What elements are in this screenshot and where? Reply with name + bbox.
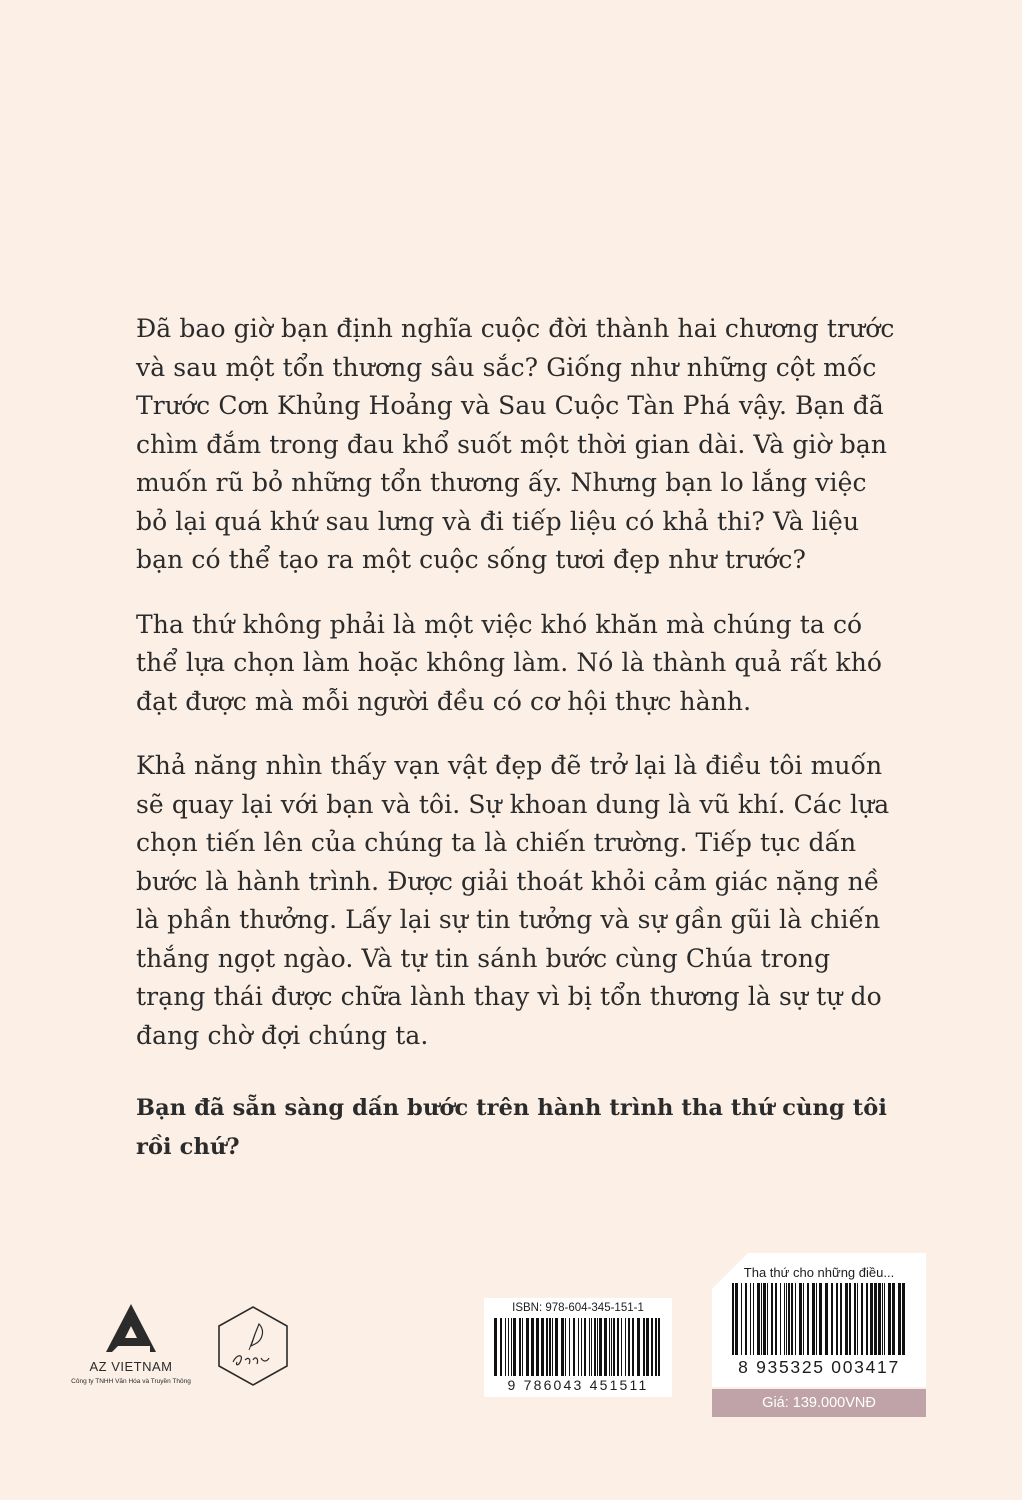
barcode-bar xyxy=(795,1283,796,1355)
barcode-bar xyxy=(788,1283,790,1355)
barcode-bar xyxy=(611,1318,612,1376)
barcode-bar xyxy=(845,1283,848,1355)
barcode-bar xyxy=(494,1318,497,1376)
price-tag: Giá: 139.000VNĐ xyxy=(712,1389,926,1417)
barcode-bar xyxy=(555,1318,558,1376)
barcode-bar xyxy=(508,1318,509,1376)
product-barcode-title: Tha thứ cho những điều... xyxy=(743,1265,895,1280)
barcode-bar xyxy=(505,1318,506,1376)
barcode-bar xyxy=(552,1318,553,1376)
barcode-bar xyxy=(609,1318,610,1376)
barcode-bar xyxy=(786,1283,787,1355)
az-vietnam-name: AZ VIETNAM xyxy=(89,1359,173,1374)
barcode-bar xyxy=(836,1283,838,1355)
barcode-bar xyxy=(902,1283,905,1355)
barcode-bar xyxy=(500,1318,502,1376)
barcode-bar xyxy=(819,1283,822,1355)
az-vietnam-subtitle: Công ty TNHH Văn Hóa và Truyền Thông xyxy=(71,1378,191,1385)
barcode-bar xyxy=(569,1318,570,1376)
barcode-bar xyxy=(621,1318,622,1376)
barcode-bar xyxy=(882,1283,883,1355)
barcode-bar xyxy=(741,1283,742,1355)
barcode-bar xyxy=(732,1283,734,1355)
barcode-bar xyxy=(513,1318,516,1376)
barcode-bar xyxy=(878,1283,881,1355)
barcode-bar xyxy=(522,1318,523,1376)
barcode-bar xyxy=(578,1318,579,1376)
isbn-label: ISBN: 978-604-345-151-1 xyxy=(512,1302,644,1314)
barcode-bar xyxy=(591,1318,592,1376)
barcode-bar xyxy=(597,1318,598,1376)
barcode-bar xyxy=(825,1283,828,1355)
barcode-bar xyxy=(857,1283,858,1355)
az-triangle-icon xyxy=(104,1302,158,1356)
isbn-digits: 9 786043 451511 xyxy=(507,1377,649,1393)
barcode-corner-cut xyxy=(712,1253,748,1289)
barcode-bar xyxy=(784,1283,785,1355)
product-barcode-bars xyxy=(732,1283,908,1355)
product-barcode-digits: 8 935325 003417 xyxy=(738,1357,900,1377)
barcode-bar xyxy=(840,1283,842,1355)
barcode-bar xyxy=(807,1283,809,1355)
barcode-bar xyxy=(763,1283,766,1355)
barcode-bar xyxy=(643,1318,645,1376)
barcode-bar xyxy=(651,1318,653,1376)
barcode-bar xyxy=(536,1318,539,1376)
barcode-bar xyxy=(646,1318,649,1376)
barcode-bar xyxy=(531,1318,534,1376)
barcode-bar xyxy=(780,1283,781,1355)
blurb-paragraph-3: Khả năng nhìn thấy vạn vật đẹp đẽ trở lại là điều tôi muốn sẽ quay lại với bạn và tôi. Sự khoan dung là vũ khí. Các lựa chọn tiến lên của chúng ta là chiến trường. Tiếp tục dấn bước là hành trình. Được giải thoát khỏi cảm giác nặng nề là phần thưởng. Lấy lại sự tin tưởng và sự gần gũi là chiến thắng ngọt ngào. Và tự tin sánh bước cùng Chúa trong trạng thái được chữa lành thay vì bị tổn thương là sự tự do đang chờ đợi chúng ta. xyxy=(136,751,890,1050)
barcode-bar xyxy=(625,1318,626,1376)
blurb-paragraph-1: Đã bao giờ bạn định nghĩa cuộc đời thành hai chương trước và sau một tổn thương sâu sắc? Giống như những cột mốc Trước Cơn Khủng Hoảng và Sau Cuộc Tàn Phá vậy. Bạn đã chìm đắm trong đau khổ suốt một thời gian dài. Và giờ bạn muốn rũ bỏ những tổn thương ấy. Nhưng bạn lo lắng việc bỏ lại quá khứ sau lưng và đi tiếp liệu có khả thi? Và liệu bạn có thể tạo ra một cuộc sống tươi đẹp như trước? xyxy=(136,314,895,574)
barcode-bar xyxy=(549,1318,551,1376)
barcode-bar xyxy=(861,1283,863,1355)
closing-question: Bạn đã sẵn sàng dấn bước trên hành trình tha thứ cùng tôi rồi chứ? xyxy=(136,1095,888,1160)
barcode-bar xyxy=(791,1283,793,1355)
barcode-bar xyxy=(573,1318,575,1376)
barcode-bar xyxy=(628,1318,630,1376)
blurb-paragraph-2: Tha thứ không phải là một việc khó khăn mà chúng ta có thể lựa chọn làm hoặc không làm. Nó là thành quả rất khó đạt được mà mỗi người đều có cơ hội thực hành. xyxy=(136,609,883,716)
barcode-bar xyxy=(735,1283,738,1355)
isbn-barcode-bars xyxy=(494,1318,662,1376)
barcode-bar xyxy=(637,1318,640,1376)
barcode-bar xyxy=(584,1318,586,1376)
barcode-bar xyxy=(541,1318,544,1376)
barcode-bar xyxy=(898,1283,901,1355)
barcode-bar xyxy=(546,1318,548,1376)
barcode-bar xyxy=(803,1283,804,1355)
barcode-bar xyxy=(613,1318,615,1376)
barcode-bar xyxy=(745,1283,747,1355)
barcode-bar xyxy=(658,1318,660,1376)
isbn-barcode xyxy=(484,1298,672,1397)
barcode-bar xyxy=(655,1318,657,1376)
barcode-bar xyxy=(831,1283,833,1355)
barcode-bar xyxy=(816,1283,817,1355)
barcode-bar xyxy=(565,1318,566,1376)
barcode-bar xyxy=(870,1283,873,1355)
barcode-bar xyxy=(761,1283,762,1355)
barcode-bar xyxy=(757,1283,760,1355)
barcode-bar xyxy=(519,1318,521,1376)
hexagon-quill-icon xyxy=(215,1304,291,1388)
barcode-bar xyxy=(753,1283,754,1355)
barcode-bar xyxy=(892,1283,895,1355)
barcode-bar xyxy=(589,1318,590,1376)
barcode-bar xyxy=(884,1283,885,1355)
barcode-bar xyxy=(888,1283,891,1355)
barcode-bar xyxy=(854,1283,856,1355)
barcode-bar xyxy=(632,1318,634,1376)
barcode-bar xyxy=(561,1318,564,1376)
barcode-bar xyxy=(874,1283,877,1355)
barcode-bar xyxy=(849,1283,851,1355)
barcode-bar xyxy=(771,1283,773,1355)
az-vietnam-logo xyxy=(56,1302,206,1392)
barcode-bar xyxy=(866,1283,868,1355)
barcode-bar xyxy=(775,1283,777,1355)
barcode-bar xyxy=(799,1283,802,1355)
barcode-bar xyxy=(511,1318,512,1376)
barcode-bar xyxy=(594,1318,596,1376)
barcode-bar xyxy=(526,1318,529,1376)
back-cover-text xyxy=(136,310,896,1166)
barcode-bar xyxy=(812,1283,815,1355)
barcode-bar xyxy=(599,1318,602,1376)
barcode-bar xyxy=(750,1283,751,1355)
skylight-logo xyxy=(215,1304,291,1388)
barcode-bar xyxy=(604,1318,607,1376)
barcode-bar xyxy=(767,1283,768,1355)
barcode-bar xyxy=(581,1318,582,1376)
barcode-bar xyxy=(617,1318,619,1376)
